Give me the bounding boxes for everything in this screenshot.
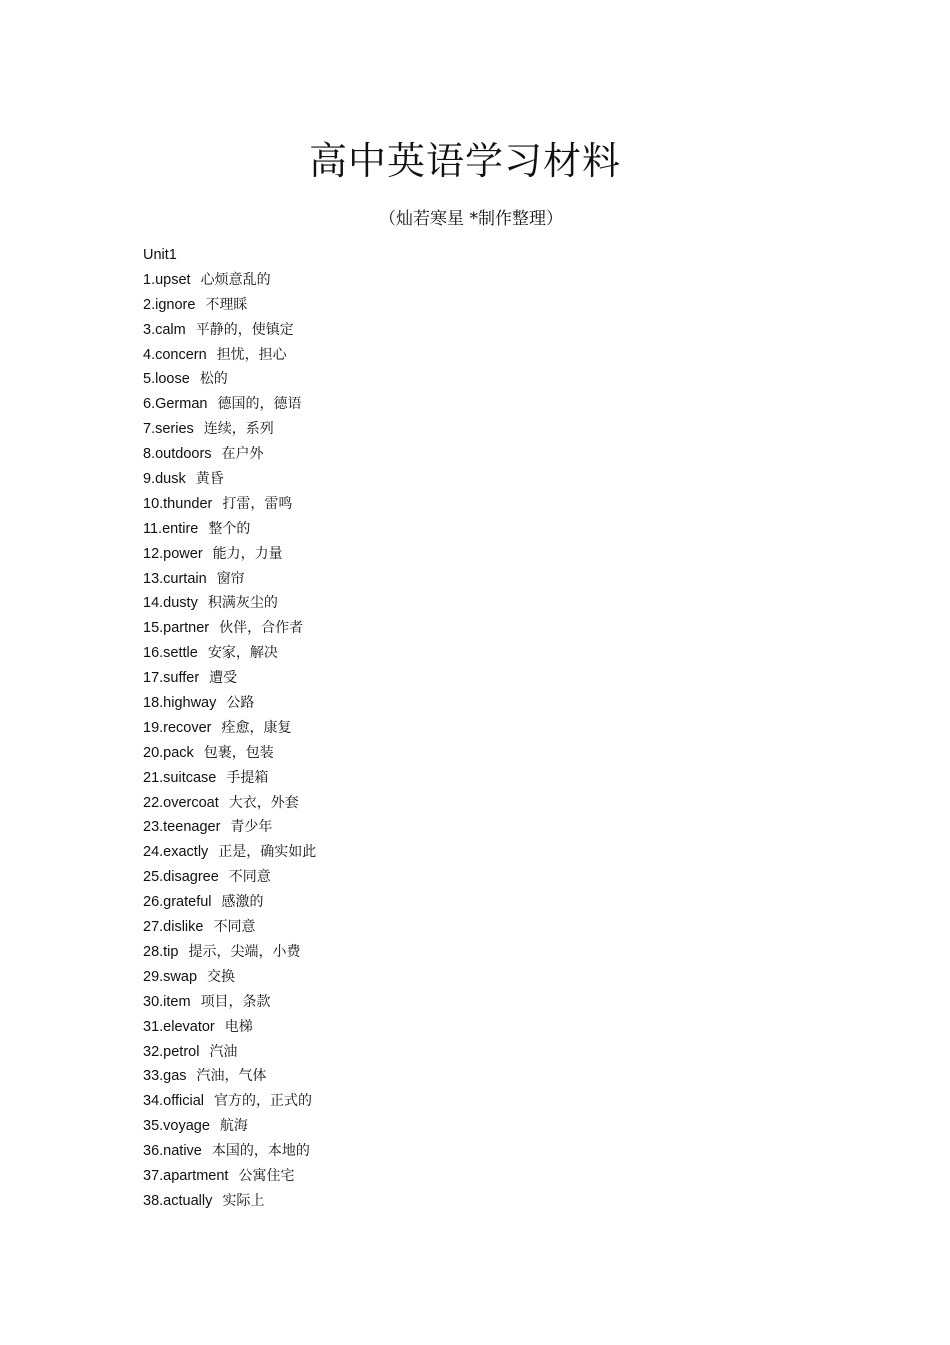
- vocab-meaning: 窗帘: [216, 570, 245, 587]
- list-item: [143, 293, 743, 318]
- list-item: [143, 1164, 743, 1189]
- list-item: [143, 567, 743, 592]
- vocab-word: 17.suffer: [143, 670, 200, 687]
- vocab-meaning: 整个的: [208, 520, 251, 537]
- list-item: [143, 442, 743, 467]
- list-item: [143, 915, 743, 940]
- vocab-word: 18.highway: [143, 695, 217, 712]
- vocab-word: 28.tip: [143, 943, 179, 960]
- vocab-word: 3.calm: [143, 321, 186, 338]
- list-item: [143, 392, 743, 417]
- vocab-meaning: 松的: [199, 371, 228, 388]
- list-item: [143, 268, 743, 293]
- vocab-meaning: 提示，尖端，小费: [188, 943, 301, 960]
- vocab-word: 10.thunder: [143, 495, 213, 512]
- list-item: [143, 666, 743, 691]
- vocab-meaning: 平静的，使镇定: [195, 321, 294, 338]
- vocab-word: 5.loose: [143, 371, 190, 388]
- vocab-meaning: 安家，解决: [207, 645, 278, 662]
- list-item: [143, 542, 743, 567]
- vocab-meaning: 德国的，德语: [217, 396, 302, 413]
- list-item: [143, 965, 743, 990]
- list-item: [143, 492, 743, 517]
- document-subtitle: （灿若寒星 *制作整理）: [379, 209, 563, 229]
- vocab-meaning: 能力，力量: [212, 545, 283, 562]
- list-item: [143, 691, 743, 716]
- vocab-word: 1.upset: [143, 271, 191, 288]
- vocab-word: 12.power: [143, 545, 203, 562]
- list-item: [143, 1064, 743, 1089]
- list-item: [143, 367, 743, 392]
- list-item: [143, 517, 743, 542]
- vocab-meaning: 连续，系列: [203, 421, 274, 438]
- vocab-meaning: 项目，条款: [200, 993, 271, 1010]
- list-item: [143, 865, 743, 890]
- list-item: [143, 990, 743, 1015]
- vocab-word: 26.grateful: [143, 894, 212, 911]
- vocab-meaning: 不同意: [213, 919, 256, 936]
- vocab-word: 21.suitcase: [143, 769, 217, 786]
- vocab-meaning: 黄昏: [195, 471, 224, 488]
- list-item: [143, 641, 743, 666]
- vocab-word: 11.entire: [143, 520, 199, 537]
- list-item: [143, 1089, 743, 1114]
- list-item: [143, 467, 743, 492]
- vocab-word: 14.dusty: [143, 595, 198, 612]
- vocab-meaning: 交换: [207, 968, 236, 985]
- vocab-word: 27.dislike: [143, 919, 204, 936]
- vocab-meaning: 大衣，外套: [228, 794, 299, 811]
- list-item: [143, 616, 743, 641]
- vocab-meaning: 心烦意乱的: [200, 271, 271, 288]
- list-item: [143, 318, 743, 343]
- vocab-word: 23.teenager: [143, 819, 221, 836]
- vocab-meaning: 包裹，包装: [203, 744, 274, 761]
- vocab-word: 29.swap: [143, 968, 198, 985]
- vocab-word: 8.outdoors: [143, 446, 212, 463]
- vocab-meaning: 公路: [226, 695, 255, 712]
- vocab-meaning: 青少年: [230, 819, 273, 836]
- document-title: 高中英语学习材料: [308, 139, 621, 183]
- list-item: [143, 1139, 743, 1164]
- vocab-meaning: 伙伴，合作者: [219, 620, 304, 637]
- vocab-word: 7.series: [143, 421, 194, 438]
- vocab-meaning: 公寓住宅: [238, 1167, 295, 1184]
- list-item: [143, 591, 743, 616]
- list-item: [143, 1040, 743, 1065]
- vocab-meaning: 官方的，正式的: [214, 1093, 312, 1110]
- vocab-meaning: 汽油，气体: [196, 1068, 267, 1085]
- vocab-word: 35.voyage: [143, 1118, 210, 1135]
- vocab-meaning: 正是，确实如此: [218, 844, 317, 861]
- vocab-word: 38.actually: [143, 1192, 213, 1209]
- vocab-word: 24.exactly: [143, 844, 209, 861]
- vocab-word: 32.petrol: [143, 1043, 200, 1060]
- vocab-word: 13.curtain: [143, 570, 207, 587]
- vocab-word: 16.settle: [143, 645, 198, 662]
- list-item: [143, 1189, 743, 1214]
- vocab-meaning: 航海: [219, 1118, 248, 1135]
- vocab-meaning: 积满灰尘的: [207, 595, 278, 612]
- list-item: [143, 417, 743, 442]
- vocab-word: 9.dusk: [143, 471, 186, 488]
- vocab-meaning: 汽油: [209, 1043, 238, 1060]
- vocab-meaning: 在户外: [221, 446, 264, 463]
- vocab-word: 30.item: [143, 993, 191, 1010]
- list-item: [143, 1114, 743, 1139]
- list-item: [143, 815, 743, 840]
- vocab-meaning: 不理睬: [205, 296, 248, 313]
- vocab-meaning: 实际上: [222, 1192, 265, 1209]
- vocabulary-list: [143, 268, 743, 1214]
- vocab-word: 31.elevator: [143, 1018, 215, 1035]
- vocab-meaning: 遭受: [209, 670, 238, 687]
- vocab-word: 6.German: [143, 396, 208, 413]
- vocab-meaning: 电梯: [224, 1018, 253, 1035]
- vocab-word: 2.ignore: [143, 296, 196, 313]
- vocab-word: 15.partner: [143, 620, 210, 637]
- vocab-meaning: 不同意: [228, 869, 271, 886]
- list-item: [143, 940, 743, 965]
- vocab-meaning: 担忧，担心: [216, 346, 287, 363]
- vocab-meaning: 痊愈，康复: [221, 719, 292, 736]
- vocab-word: 4.concern: [143, 346, 207, 363]
- vocab-word: 33.gas: [143, 1068, 187, 1085]
- list-item: [143, 1015, 743, 1040]
- vocab-word: 20.pack: [143, 744, 194, 761]
- list-item: [143, 716, 743, 741]
- list-item: [143, 890, 743, 915]
- vocab-meaning: 感激的: [221, 894, 264, 911]
- vocab-word: 19.recover: [143, 719, 212, 736]
- list-item: [143, 791, 743, 816]
- vocabulary-section: [143, 243, 743, 1214]
- list-item: [143, 343, 743, 368]
- list-item: [143, 766, 743, 791]
- vocab-word: 25.disagree: [143, 869, 219, 886]
- vocab-word: 36.native: [143, 1143, 202, 1160]
- vocab-meaning: 打雷，雷鸣: [222, 495, 293, 512]
- list-item: [143, 741, 743, 766]
- vocab-word: 22.overcoat: [143, 794, 219, 811]
- unit-heading: Unit1: [143, 247, 177, 263]
- vocab-word: 34.official: [143, 1093, 204, 1110]
- vocab-meaning: 本国的，本地的: [211, 1143, 310, 1160]
- vocab-meaning: 手提箱: [226, 769, 269, 786]
- list-item: [143, 840, 743, 865]
- vocab-word: 37.apartment: [143, 1167, 229, 1184]
